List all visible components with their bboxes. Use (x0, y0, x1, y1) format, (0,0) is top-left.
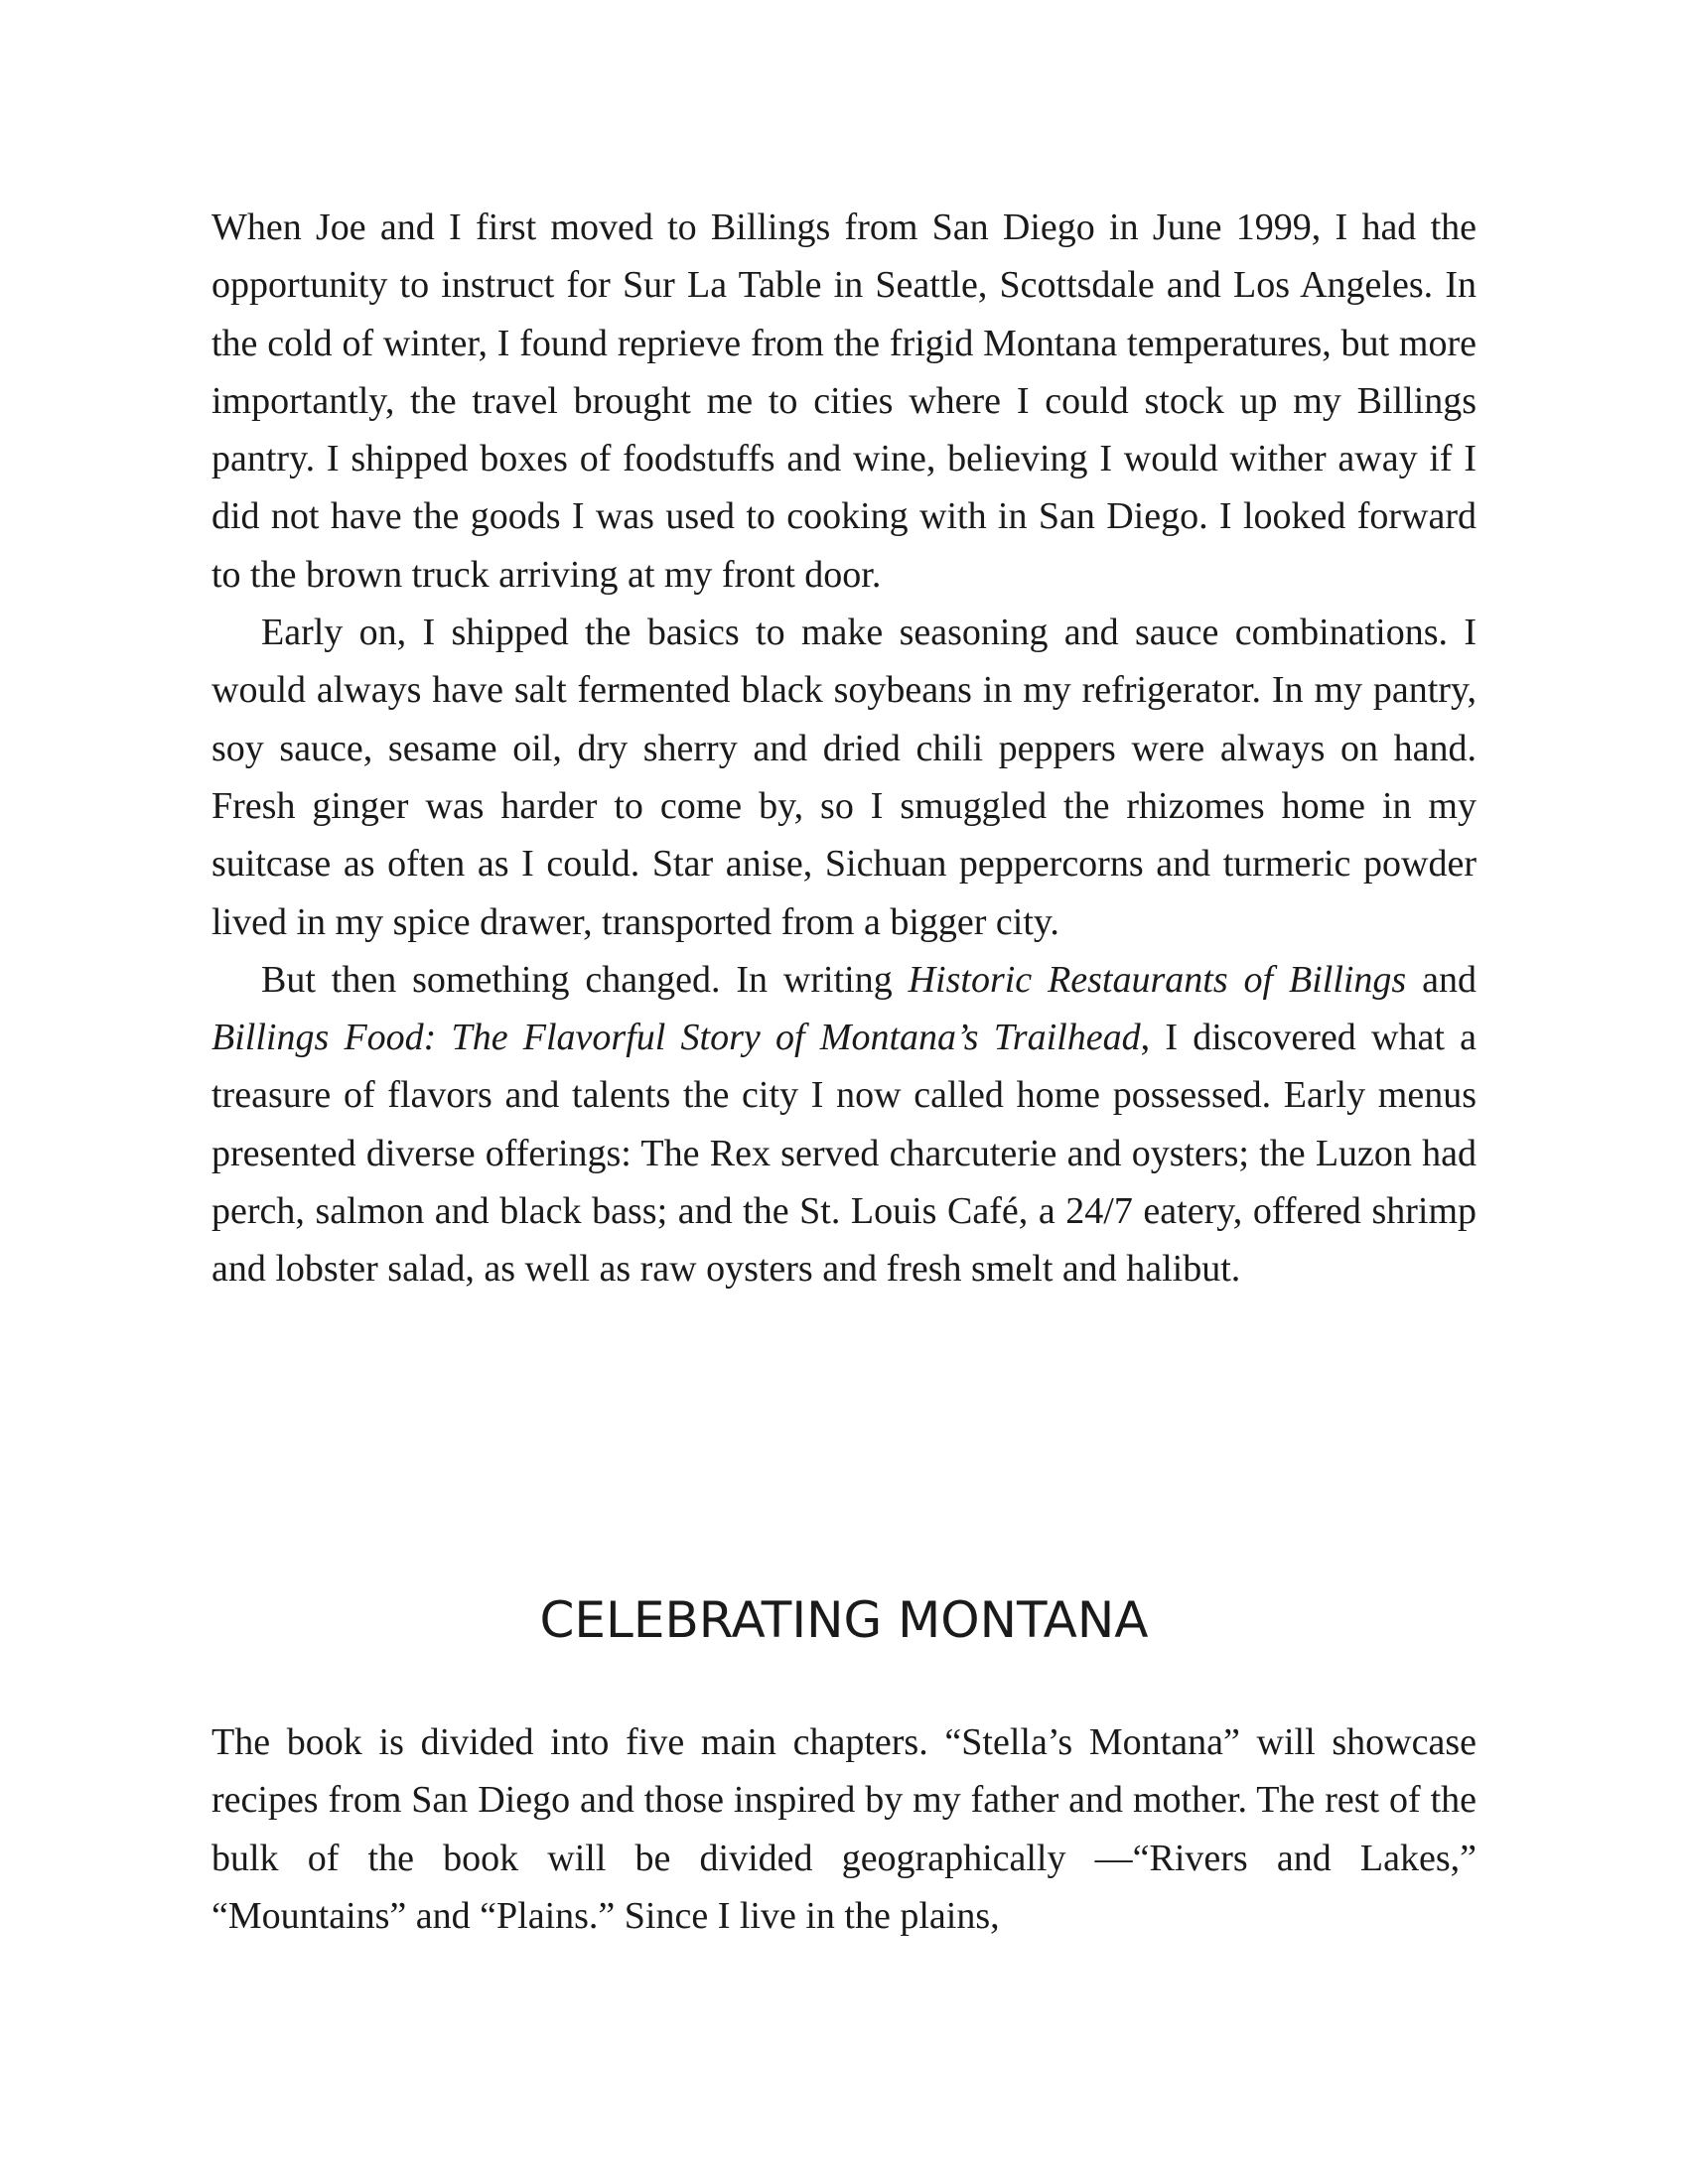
section-paragraph-1: The book is divided into five main chapters. “Stella’s Montana” will showcase recipes from San Diego and those inspired by my father and mother. The rest of the bulk of the book will be divided geographically —“Rivers and Lakes,” “Mountains” and “Plains.” Since I live in the plains, (211, 1721, 1477, 1937)
paragraph-1: When Joe and I first moved to Billings from San Diego in June 1999, I had the opportunity to instruct for Sur La Table in Seattle, Scottsdale and Los Angeles. In the cold of winter, I found reprieve from the frigid Montana temperatures, but more importantly, the travel brought me to cities where I could stock up my Billings pantry. I shipped boxes of foodstuffs and wine, believing I would wither away if I did not have the goods I was used to cooking with in San Diego. I looked forward to the brown truck arriving at my front door. (211, 206, 1477, 596)
book-title-billings-food: Billings Food: The Flavorful Story of Montana’s Trailhead (211, 1017, 1141, 1059)
section-heading: CELEBRATING MONTANA (539, 1591, 1149, 1649)
paragraph-3 (211, 951, 1477, 1298)
section-body (211, 1713, 1477, 1945)
paragraph-2: Early on, I shipped the basics to make seasoning and sauce combinations. I would always have salt fermented black soybeans in my refrigerator. In my pantry, soy sauce, sesame oil, dry sherry and dried chili peppers were always on hand. Fresh ginger was harder to come by, so I smuggled the rhizomes home in my suitcase as often as I could. Star anise, Sichuan peppercorns and turmeric powder lived in my spice drawer, transported from a bigger city. (211, 612, 1477, 943)
paragraph-3-text-c: and (1406, 958, 1477, 1001)
book-title-historic-restaurants: Historic Restaurants of Billings (908, 958, 1407, 1001)
page-body (211, 199, 1477, 1937)
paragraph-3-text-a: But then something changed. In writing (261, 958, 909, 1001)
paragraph-3-text-e: , I discovered what a treasure of flavors and talents the city I now called home possessed. Early menus presented diverse offerings: The Rex served charcuterie and oysters; the Luzon had perch, salmon and black bass; and the St. Louis Café, a 24/7 eatery, offered shrimp and lobster salad, as well as raw oysters and fresh smelt and halibut. (211, 1017, 1477, 1291)
